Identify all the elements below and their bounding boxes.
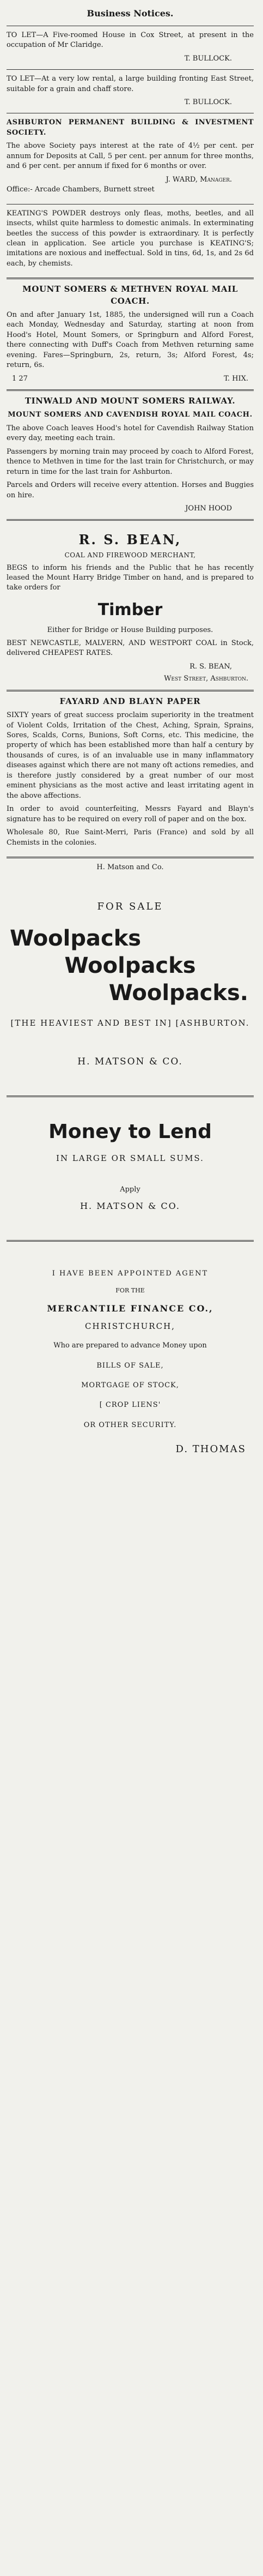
ad-body: The above Society pays interest at the rate of 4½ per cent. per annum for Deposits at Call, 5 per cent. per annum for three months, and 6 per cent. per annum if fixed for 6 months or over. [7, 142, 254, 171]
merchant-trade: COAL AND FIREWOOD MERCHANT, [64, 551, 196, 559]
ad-body: In order to avoid counterfeiting, Messrs Fayard and Blayn's signature has to be required on every roll of paper and on the box. [7, 805, 254, 823]
ad-heading: H. Matson and Co. [96, 863, 164, 871]
business-notices-column [7, 3, 254, 1462]
ad-body: Passengers by morning train may proceed by coach to Alford Forest, thence to Methven in time for the last train for Christchurch, or may return in time for the last train for Ashburton. [7, 447, 254, 476]
ad-signature: T. BULLOCK. [184, 98, 232, 106]
agent-signature: D. THOMAS [175, 1443, 246, 1455]
ad-body: Wholesale 80, Rue Saint-Merri, Paris (France) and sold by all Chemists in the colonies. [7, 828, 254, 847]
section-title: Business Notices. [87, 8, 174, 19]
security-item: MORTGAGE OF STOCK, [81, 1381, 179, 1389]
ad-title: FAYARD AND BLAYN PAPER [59, 696, 201, 706]
woolpacks-line-2: Woolpacks [64, 953, 196, 978]
ad-signature: R. S. BEAN, [189, 662, 232, 671]
ad-matson-woolpacks [7, 858, 254, 1096]
apply-text: Apply [120, 1185, 140, 1194]
company-name: MERCANTILE FINANCE CO., [47, 1303, 213, 1314]
ad-subtitle: MOUNT SOMERS AND CAVENDISH ROYAL MAIL COACH. [8, 411, 253, 419]
ad-body: On and after January 1st, 1885, the undersigned will run a Coach each Monday, Wednesday and Saturday, starting at noon from Hood's Hotel, Mount Somers, or Springburn and Alford Forest, there connecting with Duff's Coach from Methven returning same evening. Fares—Springburn, 2s, return, 3s; Alford Forest, 4s; return, 6s. [7, 310, 254, 370]
ad-ref: 1 27 [12, 374, 28, 383]
ad-footer [7, 374, 254, 384]
ad-tinwald-railway [7, 391, 254, 519]
timber-subtitle: Either for Bridge or House Building purposes. [47, 625, 213, 634]
ad-keatings-powder [7, 204, 254, 278]
ad-title: MOUNT SOMERS & METHVEN ROYAL MAIL COACH. [22, 284, 238, 306]
ad-money-to-lend [7, 1097, 254, 1240]
heaviest-text: [THE HEAVIEST AND BEST IN] [ASHBURTON. [10, 1018, 250, 1028]
agent-intro: I HAVE BEEN APPOINTED AGENT [52, 1269, 209, 1278]
ad-mail-coach [7, 279, 254, 389]
ad-body: Parcels and Orders will receive every attention. Horses and Buggies on hire. [7, 481, 254, 499]
ad-signature: T. BULLOCK. [184, 54, 232, 63]
security-item: BILLS OF SALE, [96, 1361, 164, 1370]
woolpacks-line-1: Woolpacks [10, 925, 142, 951]
ad-address: West Street, Ashburton. [164, 675, 248, 683]
ad-signature: JOHN HOOD [185, 504, 232, 513]
ad-signature: T. HIX. [224, 374, 248, 383]
ad-body: KEATING'S POWDER destroys only fleas, moths, beetles, and all insects, whilst quite harmless to domestic animals. In exterminating beetles the success of this powder is extraordinary. It is perfectly clean in application. See article you purchase is KEATING'S; imitations are noxious and ineffectual. Sold in tins, 6d, 1s, and 2s 6d each, by chemists. [7, 209, 254, 268]
ad-to-let-2 [7, 70, 254, 113]
ad-to-let-1 [7, 26, 254, 69]
agent-for: FOR THE [115, 1287, 145, 1295]
security-item: [ CROP LIENS' [99, 1401, 161, 1410]
merchant-name: R. S. BEAN, [78, 532, 182, 548]
spacer [7, 876, 254, 891]
matson-name: H. MATSON & CO. [77, 1056, 183, 1068]
ad-body: The above Coach leaves Hood's hotel for Cavendish Railway Station every day, meeting each train. [7, 424, 254, 443]
money-heading: Money to Lend [48, 1121, 212, 1143]
ad-bean-coal [7, 521, 254, 689]
ad-body: BEGS to inform his friends and the Public that he has recently leased the Mount Harry Bridge Timber on hand, and is prepared to take orders for [7, 563, 254, 592]
ad-signature: J. WARD, Manager. [166, 175, 232, 184]
coal-text: BEST NEWCASTLE, MALVERN, AND WESTPORT COAL in Stock, delivered CHEAPEST RATES. [7, 639, 254, 658]
ad-title: TINWALD AND MOUNT SOMERS RAILWAY. [25, 396, 236, 406]
security-item: OR OTHER SECURITY. [83, 1421, 177, 1429]
ad-building-society [7, 113, 254, 203]
for-sale-heading: FOR SALE [97, 901, 163, 913]
ad-fayard-blayn [7, 691, 254, 857]
ad-body: TO LET—A Five-roomed House in Cox Street, at present in the occupation of Mr Claridge. [7, 31, 254, 50]
ad-body: TO LET—At a very low rental, a large building fronting East Street, suitable for a grain and chaff store. [7, 75, 254, 93]
lend-text: Who are prepared to advance Money upon [53, 1341, 207, 1350]
ad-title: ASHBURTON PERMANENT BUILDING & INVESTMENT SOCIETY. [7, 118, 254, 137]
spacer [7, 1034, 254, 1050]
woolpacks-line-3: Woolpacks. [108, 980, 248, 1006]
woolpacks-block [7, 925, 254, 1007]
company-city: CHRISTCHURCH, [85, 1321, 175, 1331]
ad-body: SIXTY years of great success proclaim superiority in the treatment of Violent Colds, Irritation of the Chest, Aching, Sprain, Sprains, Sores, Scalds, Corns, Bunions, Soft Corns, etc. This medicine, the property of which has been established more than half a century by thousands of cures, is of an invaluable use in many inflammatory diseases against which there are not many oft actions remedies, and is therefore justly considered by a great number of our most eminent physicians as the most active and least irritating agent in the above affections. [7, 711, 254, 800]
ad-mercantile-finance [7, 1242, 254, 1462]
timber-heading: Timber [97, 600, 163, 619]
money-subheading: IN LARGE OR SMALL SUMS. [56, 1153, 204, 1163]
spacer [7, 1246, 254, 1261]
spacer [7, 1170, 254, 1185]
money-name: H. MATSON & CO. [80, 1201, 180, 1212]
ad-office: Office:- Arcade Chambers, Burnett street [7, 185, 155, 194]
